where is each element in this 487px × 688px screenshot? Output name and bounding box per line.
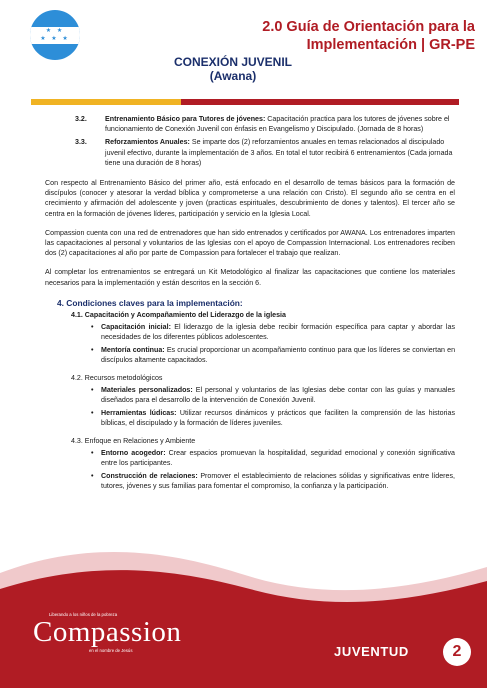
subsection-title: 4.1. Capacitación y Acompañamiento del Liderazgo de la iglesia bbox=[71, 311, 286, 320]
page-number: 2 bbox=[443, 638, 471, 666]
bullet-heading: Entorno acogedor: bbox=[101, 449, 166, 458]
list-item bbox=[91, 385, 455, 405]
bullet-list bbox=[91, 322, 455, 365]
title-line-2: Implementación | GR-PE bbox=[306, 37, 475, 53]
section-heading: 4. Condiciones claves para la implementación: bbox=[57, 297, 243, 308]
bullet-text: El liderazgo de la iglesia debe recibir formación específica para captar y abordar las necesidades de los diferentes públicos adolescentes. bbox=[101, 323, 456, 342]
paragraph: Con respecto al Entrenamiento Básico del primer año, está enfocado en el desarrollo de temas básicos para la formación de discípulos (conocer y atesorar la verdad bíblica y comprometerse a una relación con Cristo). El segundo año se centra en el crecimiento y afirmación del adolescente y joven (practicas espirituales, descubrimiento de dones y talentos). El tercer año se centra en la formación de jóvenes líderes, participación y servicio en la Iglesia Local. bbox=[45, 179, 455, 218]
item-text: Se imparte dos (2) reforzamientos anuales en temas relacionados al discipulado juvenil efectivo, durante la implementación de 3 años. En total el tutor recibirá 6 entrenamientos (Cada jornada tiene una duración de 8 horas) bbox=[105, 138, 453, 167]
item-number: 3.2. bbox=[75, 115, 87, 123]
bullet-heading: Construcción de relaciones: bbox=[101, 471, 198, 480]
paragraph: Al completar los entrenamientos se entregará un Kit Metodológico al finalizar las capacitaciones que contiene los materiales necesarios para la implementación y están descritos en la sección 6. bbox=[45, 268, 455, 287]
header-band-yellow bbox=[31, 99, 181, 105]
list-item-3-2 bbox=[75, 114, 455, 134]
subsection-heading bbox=[71, 436, 455, 446]
list-item bbox=[91, 471, 455, 491]
title-line-1: 2.0 Guía de Orientación para la bbox=[262, 19, 475, 35]
brand-name: Compassion bbox=[33, 616, 182, 648]
paragraph: Compassion cuenta con una red de entrenadores que han sido entrenados y certificados por AWANA. Los entrenadores imparten las capacitaciones al personal y voluntarios de las Iglesias con el apoyo de Compassion Internacional. Los entrenadores reciben dos (2) capacitaciones al año por parte de Compassion para fortalecer el trabajo que realizan. bbox=[45, 228, 455, 258]
list-item bbox=[91, 322, 455, 342]
list-item bbox=[91, 345, 455, 365]
item-text: Capacitación practica para los tutores de jóvenes sobre el funcionamiento de Conexión Juvenil con énfasis en Evangelismo y Discipulado. (Jornada de 8 horas) bbox=[105, 115, 450, 134]
page-subtitle bbox=[158, 55, 308, 83]
item-number: 3.3. bbox=[75, 138, 87, 147]
item-heading: Entrenamiento Básico para Tutores de jóvenes: bbox=[105, 115, 266, 123]
header-band-red bbox=[181, 99, 459, 105]
bullet-text: Utilizar recursos dinámicos y prácticos que faciliten la comprensión de las historias bíblicas, el discipulado y la formación de líderes juveniles. bbox=[101, 408, 455, 427]
subsection-heading bbox=[71, 373, 455, 383]
subsection-title: 4.3. Enfoque en Relaciones y Ambiente bbox=[71, 437, 196, 446]
bullet-text: Es crucial proporcionar un acompañamiento continuo para que los líderes se conviertan en discípulos altamente capacitados. bbox=[101, 345, 456, 364]
subtitle-line-2: (Awana) bbox=[209, 69, 257, 83]
bullet-heading: Herramientas lúdicas: bbox=[101, 408, 177, 417]
subsection-title: 4.2. Recursos metodológicos bbox=[71, 374, 163, 383]
honduras-flag-icon: ★ ★ ★ ★ ★ bbox=[30, 10, 80, 60]
bullet-text: El personal y voluntarios de las Iglesias debe contar con las guías y manuales diseñados para el desarrollo de la intervención de Conexión Juvenil. bbox=[101, 386, 455, 405]
list-item bbox=[91, 408, 455, 428]
subsection-heading bbox=[71, 310, 455, 320]
bullet-heading: Materiales personalizados: bbox=[101, 386, 193, 395]
bullet-text: Crear espacios promuevan la hospitalidad, seguridad emocional y conexión significativa entre los participantes. bbox=[101, 449, 456, 468]
bullet-list bbox=[91, 448, 455, 491]
bullet-list bbox=[91, 385, 455, 428]
item-heading: Reforzamientos Anuales: bbox=[105, 138, 190, 147]
document-body bbox=[45, 114, 456, 499]
brand-tagline-bottom: en el nombre de Jesús bbox=[89, 648, 133, 653]
page-title bbox=[215, 18, 475, 54]
subtitle-line-1: CONEXIÓN JUVENIL bbox=[173, 55, 293, 69]
section-label: JUVENTUD bbox=[334, 644, 409, 659]
bullet-text: Promover el establecimiento de relaciones sólidas y significativas entre líderes, tutores, jóvenes y sus familias para fomentar el compromiso, la confianza y la participación. bbox=[101, 471, 455, 490]
bullet-heading: Capacitación inicial: bbox=[101, 323, 171, 332]
list-item-3-3 bbox=[75, 137, 455, 168]
bullet-heading: Mentoría continua: bbox=[101, 345, 165, 354]
brand-tagline-top: Liberando a los niños de la pobreza bbox=[49, 612, 118, 617]
list-item bbox=[91, 448, 455, 468]
